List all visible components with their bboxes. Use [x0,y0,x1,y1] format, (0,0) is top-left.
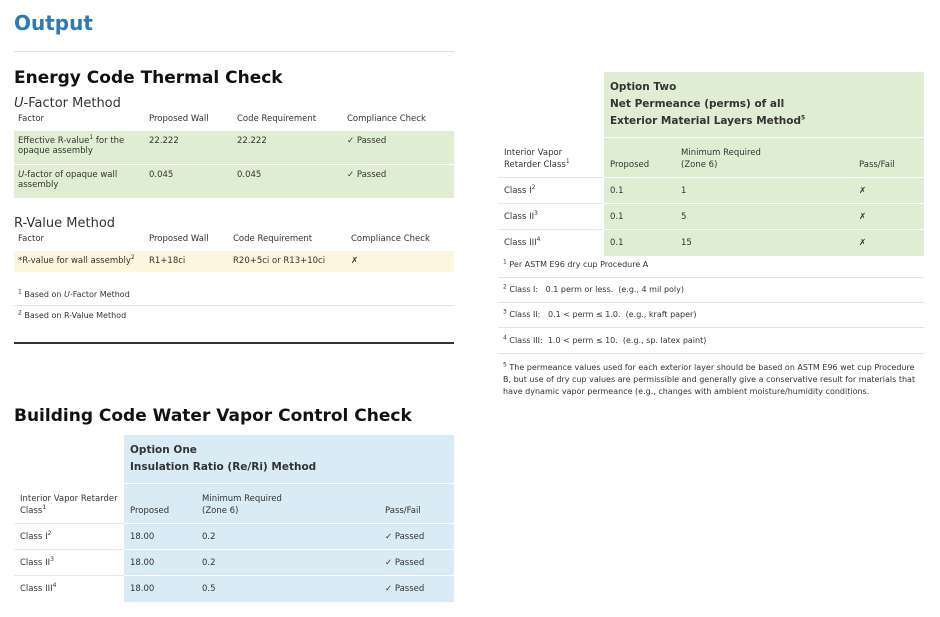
col-minimum-required: Minimum Required (Zone 6) [196,484,379,524]
min-cell: 0.2 [196,524,379,550]
footnote: $^2$ Based on R-Value Method [18,309,127,320]
class-cell: Class III$^4$ [498,230,604,256]
proposed-cell: R1+18ci [145,250,229,272]
min-cell: 0.2 [196,550,379,576]
check-cell: ✓ Passed [343,130,454,164]
min-cell: 5 [675,204,853,230]
factor-cell: U-factor of opaque wall assembly [14,164,145,198]
result-cell: ✗ [853,230,924,256]
table-row [14,164,454,198]
ufactor-table [14,114,454,198]
energy-check-title: Energy Code Thermal Check [14,68,283,88]
section-divider [14,342,454,344]
proposed-cell: 0.045 [145,164,233,198]
col-factor: Factor [18,234,45,244]
check-cell: ✗ [347,250,454,272]
col-pass-fail: Pass/Fail [853,138,924,178]
col-class: Interior Vapor Retarder Class$^1$ [498,138,604,178]
col-compliance-check: Compliance Check [351,234,430,244]
code-cell: R20+5ci or R13+10ci [229,250,347,272]
option-two-table [498,72,924,256]
col-proposed-wall: Proposed Wall [149,234,209,244]
factor-cell: Effective R-value$^1$ for the opaque assembly [14,130,145,164]
result-cell: ✓ Passed [379,524,454,550]
proposed-cell: 18.00 [124,576,196,602]
footnote: $^4$ Class III: 1.0 < perm ≤ 10. (e.g., sp. latex paint) [503,334,707,345]
vapor-check-title: Building Code Water Vapor Control Check [14,406,412,426]
option-one-heading: Option One Insulation Ratio (Re/Ri) Method [124,435,454,484]
result-cell: ✗ [853,204,924,230]
col-proposed: Proposed [124,484,196,524]
col-pass-fail: Pass/Fail [379,484,454,524]
table-header-row [14,484,454,524]
result-cell: ✗ [853,178,924,204]
divider [498,353,924,354]
divider [498,277,924,278]
footnote: $^2$ Class I: 0.1 perm or less. (e.g., 4 mil poly) [503,283,684,294]
min-cell: 0.5 [196,576,379,602]
table-header-row [498,138,924,178]
class-cell: Class $I^2$ [498,178,604,204]
factor-cell: *R-value for wall assembly$^2$ [14,250,145,272]
min-cell: 15 [675,230,853,256]
table-row [498,204,924,230]
proposed-cell: 0.1 [604,178,675,204]
result-cell: ✓ Passed [379,576,454,602]
table-row [498,230,924,256]
col-proposed: Proposed [604,138,675,178]
col-code-requirement: Code Requirement [237,114,317,124]
table-row [14,250,454,272]
rvalue-method-title: R-Value Method [14,216,116,231]
option-two-heading: Option Two Net Permeance (perms) of all Exterior Material Layers Method$^5$ [604,72,924,138]
proposed-cell: 18.00 [124,524,196,550]
page-title: Output [14,11,93,35]
col-minimum-required: Minimum Required (Zone 6) [675,138,853,178]
ufactor-method-title: U-Factor Method [14,96,121,111]
class-cell: Class III$^4$ [14,576,124,602]
class-cell: Class $I^2$ [14,524,124,550]
code-cell: 0.045 [233,164,343,198]
proposed-cell: 0.1 [604,204,675,230]
table-header-row [14,114,454,130]
footnote: $^1$ Per ASTM E96 dry cup Procedure A [503,258,649,269]
proposed-cell: 0.1 [604,230,675,256]
col-compliance-check: Compliance Check [347,114,426,124]
result-cell: ✓ Passed [379,550,454,576]
table-row [14,524,454,550]
footnote: $^3$ Class II: 0.1 < perm ≤ 1.0. (e.g., kraft paper) [503,308,697,319]
col-proposed-wall: Proposed Wall [149,114,209,124]
col-factor: Factor [18,114,45,124]
divider [14,51,454,52]
rvalue-table [14,234,454,272]
proposed-cell: 18.00 [124,550,196,576]
check-cell: ✓ Passed [343,164,454,198]
class-cell: Class $II^3$ [498,204,604,230]
divider [498,302,924,303]
min-cell: 1 [675,178,853,204]
col-class: Interior Vapor Retarder Class$^1$ [14,484,124,524]
class-cell: Class $II^3$ [14,550,124,576]
table-row [14,130,454,164]
table-row [14,550,454,576]
footnote: $^5$ The permeance values used for each exterior layer should be based on ASTM E96 wet cup Procedure B, but use of dry cup values are permissible and generally give a conservative result for materials that have dynamic vapor permeance (e.g., changes with ambient moisture/humidity conditions. [503,361,916,396]
divider [14,305,454,306]
code-cell: 22.222 [233,130,343,164]
table-row [14,576,454,602]
table-row [498,178,924,204]
divider [498,327,924,328]
proposed-cell: 22.222 [145,130,233,164]
table-header-row [14,234,454,250]
footnote: $^1$ Based on U-Factor Method [18,288,130,299]
col-code-requirement: Code Requirement [233,234,313,244]
option-one-table [14,435,454,602]
